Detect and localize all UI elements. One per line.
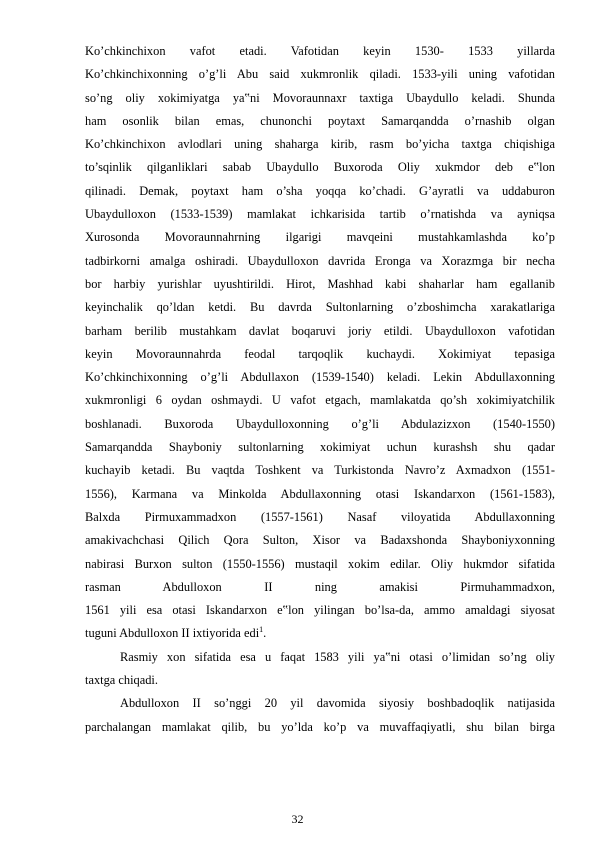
- text-line: Rasmiy xon sifatida esa u faqat 1583 yili ya‟ni otasi o’limidan so’ng oliy: [120, 649, 555, 664]
- text-line: taxtga chiqadi.: [85, 673, 158, 688]
- text-line: Ubaydulloxon (1533-1539) mamlakat ichkarisida tartib o’rnatishda va ayniqsa: [85, 207, 555, 222]
- text-line: keyin Movoraunnahrda feodal tarqoqlik kuchaydi. Xokimiyat tepasiga: [85, 346, 555, 361]
- text-line: tadbirkorni amalga oshiradi. Ubaydulloxon davrida Eronga va Xorazmga bir necha: [85, 253, 555, 268]
- page-number: 32: [291, 812, 304, 826]
- text-line: nabirasi Burxon sulton (1550-1556) mustaqil xokim edilar. Oliy hukmdor sifatida: [85, 556, 555, 571]
- text-line: bor harbiy yurishlar uyushtirildi. Hirot, Mashhad kabi shaharlar ham egallanib: [85, 276, 555, 291]
- text-segment: tuguni Abdulloxon II ixtiyorida edi: [85, 626, 260, 641]
- text-line: to’sqinlik qilganliklari sabab Ubaydullo Buxoroda Oliy xukmdor deb e‟lon: [85, 160, 555, 175]
- text-line: Samarqandda Shayboniy sultonlarning xokimiyat uchun kurashsh shu qadar: [85, 440, 555, 455]
- text-line: 1556), Karmana va Minkolda Abdullaxonning otasi Iskandarxon (1561-1583),: [85, 486, 555, 501]
- text-line: Xurosonda Movoraunnahrning ilgarigi mavqeini mustahkamlashda ko’p: [85, 230, 555, 245]
- text-line: xukmronligi 6 oydan oshmaydi. U vafot etgach, mamlakatda qo’sh xokimiyatchilik: [85, 393, 555, 408]
- text-line: rasman Abdulloxon II ning amakisi Pirmuhammadxon,: [85, 579, 555, 594]
- text-line: amakivachchasi Qilich Qora Sulton, Xisor va Badaxshonda Shayboniyxonning: [85, 533, 555, 548]
- text-line: so’ng oliy xokimiyatga ya‟ni Movoraunnaxr taxtiga Ubaydullo keladi. Shunda: [85, 90, 555, 105]
- text-line: barham berilib mustahkam davlat boqaruvi joriy etildi. Ubaydulloxon vafotidan: [85, 323, 555, 338]
- text-line-with-footnote: [85, 622, 555, 645]
- text-line: Ko’chkinchixon avlodlari uning shaharga kirib, rasm bo’yicha taxtga chiqishiga: [85, 137, 555, 152]
- text-line: boshlanadi. Buxoroda Ubaydulloxonning o’g’li Abdulazizxon (1540-1550): [85, 416, 555, 431]
- text-line: Abdulloxon II so’nggi 20 yil davomida siyosiy boshbadoqlik natijasida: [120, 696, 555, 711]
- text-line: Ko’chkinchixon vafot etadi. Vafotidan keyin 1530- 1533 yillarda: [85, 44, 555, 58]
- text-line: Ko’chkinchixonning o’g’li Abdullaxon (1539-1540) keladi. Lekin Abdullaxonning: [85, 370, 555, 385]
- text-line: kuchayib ketadi. Bu vaqtda Toshkent va Turkistonda Navro’z Axmadxon (1551-: [85, 463, 555, 478]
- footnote-marker[interactable]: 1: [259, 625, 264, 635]
- text-segment: .: [263, 626, 267, 641]
- text-line: Ko’chkinchixonning o’g’li Abu said xukmronlik qiladi. 1533-yili uning vafotidan: [85, 67, 555, 82]
- text-line: Balxda Pirmuxammadxon (1557-1561) Nasaf viloyatida Abdullaxonning: [85, 509, 555, 524]
- text-line: parchalangan mamlakat qilib, bu yo’lda ko’p va muvaffaqiyatli, shu bilan birga: [85, 719, 555, 734]
- text-line: 1561 yili esa otasi Iskandarxon e‟lon yilingan bo’lsa-da, ammo amaldagi siyosat: [85, 603, 555, 618]
- text-line: qilinadi. Demak, poytaxt ham o’sha yoqqa ko’chadi. G’ayratli va uddaburon: [85, 183, 555, 198]
- document-page: [85, 40, 555, 739]
- text-line: ham osonlik bilan emas, chunonchi poytaxt Samarqandda o’rnashib olgan: [85, 113, 555, 128]
- text-line: keyinchalik qo’ldan ketdi. Bu davrda Sultonlarning o’zboshimcha xarakatlariga: [85, 300, 555, 315]
